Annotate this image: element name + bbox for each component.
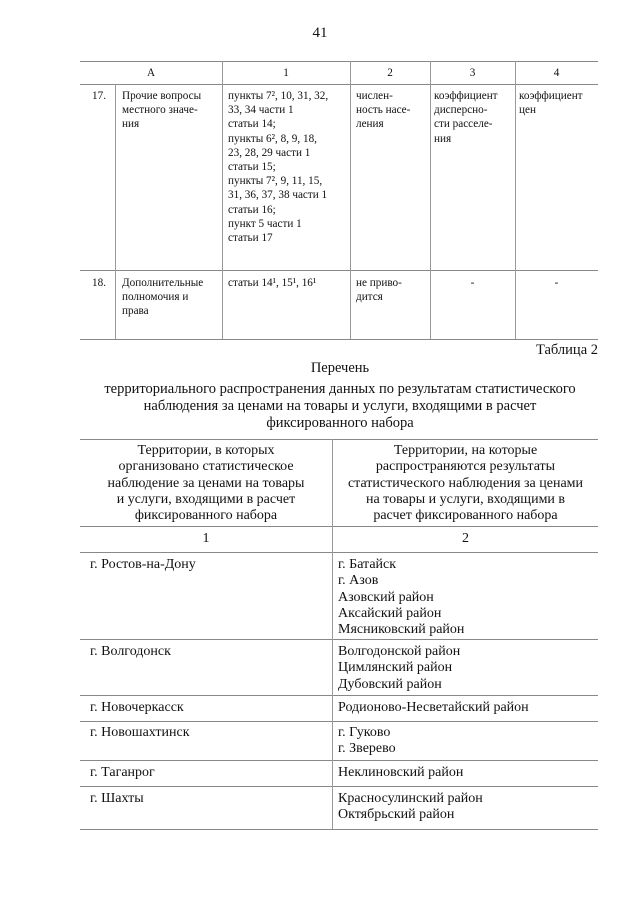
row-city: г. Волгодонск bbox=[90, 644, 171, 659]
table1-header-4: 4 bbox=[553, 67, 560, 79]
row-areas: г. Гуково г. Зверево bbox=[338, 725, 396, 757]
row-city: г. Таганрог bbox=[90, 765, 155, 780]
row-city: г. Новошахтинск bbox=[90, 725, 190, 740]
row-city: г. Ростов-на-Дону bbox=[90, 557, 196, 572]
row-number: 17. bbox=[92, 90, 106, 102]
row-areas: Волгодонской район Цимлянский район Дубовский район bbox=[338, 644, 461, 692]
row-areas: Родионово-Несветайский район bbox=[338, 700, 529, 715]
table2-header-1: Территории, в которых организовано статистическое наблюдение за ценами на товары и услуги, входящими в расчет фиксированного набора bbox=[107, 443, 305, 524]
table1-header-3: 3 bbox=[469, 67, 476, 79]
row-col3: коэффициент дисперсно- сти расселе- ния bbox=[434, 90, 498, 145]
row-areas: Красносулинский район Октябрьский район bbox=[338, 791, 483, 823]
row-name: Прочие вопросы местного значе- ния bbox=[122, 90, 202, 131]
row-col4: коэффициент цен bbox=[519, 90, 583, 117]
row-col3: - bbox=[470, 277, 475, 289]
row-name: Дополнительные полномочия и права bbox=[122, 277, 204, 318]
row-city: г. Шахты bbox=[90, 791, 144, 806]
row-col1: пункты 7², 10, 31, 32, 33, 34 части 1 статьи 14; пункты 6², 8, 9, 18, 23, 28, 29 части 1 статьи 15; пункты 7², 9, 11, 15, 31, 36, 37, 38 части 1 статьи 16; пункт 5 части 1 статьи 17 bbox=[228, 90, 329, 245]
table2-colnum-2: 2 bbox=[462, 531, 469, 546]
row-col4: - bbox=[554, 277, 559, 289]
row-col2: числен- ность насе- ления bbox=[356, 90, 411, 131]
row-city: г. Новочеркасск bbox=[90, 700, 184, 715]
table2-title: Перечень bbox=[310, 360, 370, 376]
table2-label: Таблица 2 bbox=[535, 342, 598, 358]
table1-header-a: А bbox=[146, 67, 156, 79]
table2-colnum-1: 1 bbox=[202, 531, 210, 546]
table2-subtitle: территориального распространения данных по результатам статистического наблюдения за ценами на товары и услуги, входящими в расчет фиксированного набора bbox=[104, 381, 576, 431]
table1-header-1: 1 bbox=[283, 67, 289, 79]
row-areas: Неклиновский район bbox=[338, 765, 464, 780]
row-col1: статьи 14¹, 15¹, 16¹ bbox=[228, 277, 317, 289]
table1-header-2: 2 bbox=[387, 67, 393, 79]
table2-header-2: Территории, на которые распространяются результаты статистического наблюдения за ценами на товары и услуги, входящими в расчет фиксированного набора bbox=[347, 443, 584, 524]
page-number: 41 bbox=[312, 25, 328, 41]
row-areas: г. Батайск г. Азов Азовский район Аксайский район Мясниковский район bbox=[338, 557, 465, 638]
row-col2: не приво- дится bbox=[356, 277, 402, 304]
row-number: 18. bbox=[92, 277, 106, 289]
